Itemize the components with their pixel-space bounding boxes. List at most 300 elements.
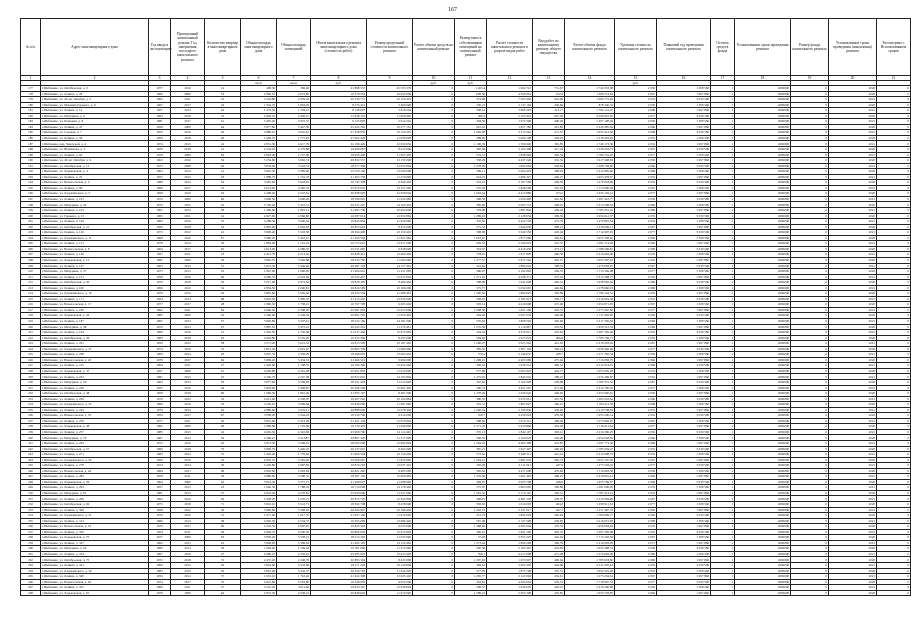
data-cell: 2 076 bbox=[615, 213, 657, 219]
data-cell: 1 816,11 bbox=[277, 208, 311, 214]
data-cell: 1 888,70 bbox=[241, 174, 277, 180]
data-cell: 0 bbox=[877, 563, 911, 569]
data-cell: 11 058 000 bbox=[367, 135, 413, 141]
data-cell: 0 bbox=[413, 346, 455, 352]
data-cell: 18 268 003 bbox=[311, 352, 367, 358]
data-cell: 1966 bbox=[149, 285, 171, 291]
address-cell: г.Шебекино, ул. Ленина, д. 89 bbox=[41, 185, 149, 191]
data-cell: 2 886,90 bbox=[241, 407, 277, 413]
data-cell: 18 505 008 bbox=[311, 441, 367, 447]
data-cell: 0 bbox=[413, 551, 455, 557]
data-cell: 1 769 626 bbox=[487, 141, 533, 147]
data-cell: 16 730 403 bbox=[311, 424, 367, 430]
address-cell: г.Шебекино, ул. Октябрьская, д. 39 bbox=[41, 335, 149, 341]
data-cell: 2 032 bbox=[615, 257, 657, 263]
data-cell: 444,96 bbox=[533, 563, 565, 569]
data-cell: 1975 bbox=[149, 269, 171, 275]
data-cell: 2021 bbox=[829, 529, 877, 535]
data-cell: 2000000 bbox=[735, 180, 791, 186]
data-cell: 0 bbox=[877, 285, 911, 291]
data-cell: 2010 bbox=[171, 191, 205, 197]
data-cell: 0 bbox=[877, 152, 911, 158]
address-cell: г.Шебекино, ул. Нежегольская, д. 2 bbox=[41, 180, 149, 186]
data-cell: 22 bbox=[205, 313, 241, 319]
data-cell: 398,47 bbox=[533, 374, 565, 380]
data-cell: 1 954 871,05 bbox=[565, 302, 615, 308]
data-cell: 5 426,22 bbox=[277, 446, 311, 452]
data-cell: 0 bbox=[791, 135, 829, 141]
data-cell: 1 940,30 bbox=[241, 485, 277, 491]
data-cell: 4 534,37 bbox=[277, 518, 311, 524]
data-cell: 29 bbox=[205, 563, 241, 569]
address-cell: г.Шебекино, ул. 40 лет Октября, д. 9 bbox=[41, 158, 149, 164]
row-number-cell: 190 bbox=[21, 158, 41, 164]
data-cell: 1 bbox=[711, 413, 735, 419]
data-cell: 11 076 000 bbox=[367, 590, 413, 596]
data-cell: 2012 bbox=[171, 341, 205, 347]
data-cell: 1 bbox=[711, 285, 735, 291]
data-cell: 0 bbox=[413, 108, 455, 114]
data-cell: 1 308 560 bbox=[657, 235, 711, 241]
data-cell: 3 824,60 bbox=[241, 563, 277, 569]
data-cell: 2 849,70 bbox=[241, 529, 277, 535]
data-cell: 0 bbox=[877, 180, 911, 186]
data-cell: 13 086 402 bbox=[367, 518, 413, 524]
data-cell: 4 291,48 bbox=[277, 368, 311, 374]
data-cell: 433,52 bbox=[533, 324, 565, 330]
data-cell: 3 813,30 bbox=[241, 441, 277, 447]
data-cell: 18 294 400 bbox=[311, 230, 367, 236]
data-cell: 2011 bbox=[171, 418, 205, 424]
data-cell: 1 308 560 bbox=[657, 502, 711, 508]
data-cell: 2000000 bbox=[735, 318, 791, 324]
data-cell: 400,58 bbox=[533, 252, 565, 258]
row-number-cell: 224 bbox=[21, 346, 41, 352]
data-cell: 60 bbox=[205, 135, 241, 141]
data-cell: 1 bbox=[711, 119, 735, 125]
data-cell: 0 bbox=[413, 196, 455, 202]
data-cell: 1 997 860 bbox=[657, 174, 711, 180]
address-cell: г.Шебекино, ул. Ленина, д. 250 bbox=[41, 418, 149, 424]
data-cell: 1954 bbox=[149, 529, 171, 535]
data-cell: 1 868 502 bbox=[487, 318, 533, 324]
row-number-cell: 198 bbox=[21, 202, 41, 208]
data-cell: 1 958 002,64 bbox=[565, 280, 615, 286]
data-cell: 0 bbox=[877, 363, 911, 369]
data-cell: 1 287 105,49 bbox=[565, 330, 615, 336]
data-cell: 5 071 542 bbox=[487, 257, 533, 263]
data-cell: 14 157 401 bbox=[367, 263, 413, 269]
data-cell: 28 bbox=[205, 302, 241, 308]
address-cell: г.Шебекино, пер. Заводской, д. 4 bbox=[41, 141, 149, 147]
data-cell: 0 bbox=[791, 141, 829, 147]
data-cell: 0 bbox=[791, 474, 829, 480]
data-cell: 1 784 211,78 bbox=[565, 402, 615, 408]
data-cell: 0 bbox=[413, 135, 455, 141]
data-cell: 10 186 402 bbox=[367, 507, 413, 513]
data-cell: 1966 bbox=[149, 518, 171, 524]
data-cell: 385,96 bbox=[455, 202, 487, 208]
data-cell: 4 270,81 bbox=[277, 490, 311, 496]
data-cell: 1 308 560 bbox=[657, 86, 711, 92]
data-cell: 2 077 bbox=[615, 385, 657, 391]
data-cell: 3 229,80 bbox=[241, 463, 277, 469]
data-cell: 1 273 204,61 bbox=[565, 574, 615, 580]
data-cell: 2018 bbox=[171, 224, 205, 230]
data-cell: 0 bbox=[413, 535, 455, 541]
data-cell: 14 bbox=[205, 169, 241, 175]
data-cell: 0 bbox=[791, 535, 829, 541]
table-body bbox=[21, 86, 911, 596]
column-number: 18 bbox=[735, 76, 791, 81]
data-cell: 2021 bbox=[829, 441, 877, 447]
data-cell: 2020 bbox=[829, 402, 877, 408]
data-cell: 5 011 017 bbox=[487, 507, 533, 513]
data-cell: 2 068 bbox=[615, 479, 657, 485]
data-cell: 574,8 bbox=[455, 535, 487, 541]
data-cell: 2 076 bbox=[615, 485, 657, 491]
data-cell: 598,37 bbox=[455, 585, 487, 591]
row-number-cell: 251 bbox=[21, 496, 41, 502]
data-cell: 2018 bbox=[171, 502, 205, 508]
address-cell: г.Шебекино, ул. Ленина, д. 60 bbox=[41, 152, 149, 158]
data-cell: 2020 bbox=[829, 346, 877, 352]
address-cell: г.Шебекино, ул. Ленина, д. 299 bbox=[41, 496, 149, 502]
data-cell: 9 658 000 bbox=[367, 246, 413, 252]
data-cell: 0 bbox=[413, 479, 455, 485]
data-cell: 1 997 860 bbox=[657, 141, 711, 147]
data-cell: 2018 bbox=[171, 280, 205, 286]
data-cell: 44 bbox=[205, 108, 241, 114]
data-cell: 25 939 006 bbox=[311, 490, 367, 496]
data-cell: 3 030 590 bbox=[657, 396, 711, 402]
data-cell: 0 bbox=[877, 163, 911, 169]
data-cell: 0 bbox=[413, 147, 455, 153]
data-cell: 0 bbox=[877, 219, 911, 225]
data-cell: 308,61 bbox=[455, 108, 487, 114]
data-cell: 2000000 bbox=[735, 252, 791, 258]
data-cell: 0 bbox=[877, 235, 911, 241]
data-cell: 597,48 bbox=[455, 518, 487, 524]
data-cell: 1 953 107,02 bbox=[565, 457, 615, 463]
data-cell: 0 bbox=[877, 252, 911, 258]
data-cell: 0 bbox=[877, 490, 911, 496]
data-cell: 352,41 bbox=[455, 180, 487, 186]
data-cell: 0 bbox=[791, 363, 829, 369]
data-cell: 363,81 bbox=[455, 579, 487, 585]
data-cell: 0 bbox=[877, 208, 911, 214]
data-cell: 1 278,49 bbox=[455, 391, 487, 397]
data-cell: 2016 bbox=[171, 274, 205, 280]
data-cell: 18 592 708 bbox=[311, 502, 367, 508]
data-cell: 4 419 430 bbox=[487, 246, 533, 252]
data-cell: 3 030 590 bbox=[657, 196, 711, 202]
data-cell: 2 030 bbox=[615, 585, 657, 591]
data-cell: 0 bbox=[791, 563, 829, 569]
data-cell: 21 924 308 bbox=[311, 574, 367, 580]
data-cell: 9 696 000 bbox=[367, 357, 413, 363]
data-cell: 1956 bbox=[149, 341, 171, 347]
data-cell: 2 066 bbox=[615, 124, 657, 130]
row-number-cell: 258 bbox=[21, 535, 41, 541]
data-cell: 1 997 860 bbox=[657, 291, 711, 297]
data-cell: 1 308 560 bbox=[657, 468, 711, 474]
data-cell: 2 616 004 bbox=[367, 108, 413, 114]
data-cell: 0 bbox=[413, 208, 455, 214]
data-cell: 3 030 590 bbox=[657, 429, 711, 435]
data-cell: 1 958,70 bbox=[241, 135, 277, 141]
data-cell: 0 bbox=[413, 352, 455, 358]
data-cell: 3 569,93 bbox=[277, 379, 311, 385]
data-cell: 1 298 702,60 bbox=[565, 163, 615, 169]
data-cell: 2021 bbox=[829, 230, 877, 236]
data-cell: 1978 bbox=[149, 357, 171, 363]
data-cell: 0 bbox=[877, 479, 911, 485]
data-cell: 11 680 000 bbox=[367, 346, 413, 352]
data-cell: 0 bbox=[877, 352, 911, 358]
data-cell: 1981 bbox=[149, 490, 171, 496]
address-cell: г.Шебекино, ул. Садовая, д. 7 bbox=[41, 130, 149, 136]
data-cell: 11 655 000 bbox=[367, 457, 413, 463]
data-cell: 2018 bbox=[171, 135, 205, 141]
data-cell: 1 308 560 bbox=[657, 135, 711, 141]
address-cell: г.Шебекино, ул. Ленина, д. 58 bbox=[41, 135, 149, 141]
row-number-cell: 260 bbox=[21, 546, 41, 552]
data-cell: 2013 bbox=[171, 435, 205, 441]
data-cell: 1 bbox=[711, 152, 735, 158]
data-cell: 0 bbox=[877, 330, 911, 336]
data-cell: 21 898 537 bbox=[311, 86, 367, 92]
data-cell: 394,25 bbox=[533, 135, 565, 141]
column-header: Вид работ по капитальному ремонту общего имущества bbox=[533, 19, 565, 76]
data-cell: 1 955 200,14 bbox=[565, 413, 615, 419]
data-cell: 1 308 560 bbox=[657, 535, 711, 541]
data-cell: 9 685 000 bbox=[367, 468, 413, 474]
data-cell: 1 bbox=[711, 313, 735, 319]
data-cell: 0 bbox=[877, 341, 911, 347]
data-cell: 0 bbox=[791, 318, 829, 324]
data-cell: 1 817,70 bbox=[277, 513, 311, 519]
data-cell: 1983 bbox=[149, 452, 171, 458]
data-cell: 385,35 bbox=[455, 346, 487, 352]
data-cell: 2021 bbox=[829, 163, 877, 169]
column-number: 6 bbox=[241, 76, 277, 81]
data-cell: 0 bbox=[791, 574, 829, 580]
data-cell: 3 021,53 bbox=[277, 341, 311, 347]
data-cell: 593,14 bbox=[455, 302, 487, 308]
data-cell: 56 bbox=[205, 257, 241, 263]
data-cell: 0 bbox=[877, 246, 911, 252]
data-cell: 0 bbox=[413, 429, 455, 435]
data-cell: 2020 bbox=[829, 291, 877, 297]
data-cell: 1 bbox=[711, 446, 735, 452]
address-cell: г.Шебекино, ул. Дзержинского, д. 59 bbox=[41, 568, 149, 574]
data-cell: 3 030 590 bbox=[657, 579, 711, 585]
column-header: Количество квартир в многоквартирном доме bbox=[205, 19, 241, 76]
data-cell: 471,28 bbox=[533, 551, 565, 557]
data-cell: 2000000 bbox=[735, 529, 791, 535]
data-cell: 10 654 000 bbox=[367, 91, 413, 97]
data-cell: 2020 bbox=[829, 335, 877, 341]
data-cell: 1 bbox=[711, 252, 735, 258]
data-cell: 5 436,40 bbox=[277, 263, 311, 269]
data-cell: 1 716 058,75 bbox=[565, 357, 615, 363]
data-cell: 55 bbox=[205, 219, 241, 225]
data-cell: 401,02 bbox=[533, 196, 565, 202]
data-cell: 18 596 010 bbox=[311, 196, 367, 202]
data-cell: 10 120 804 bbox=[367, 563, 413, 569]
data-cell: 2000000 bbox=[735, 152, 791, 158]
column-header: Размер фонда капитального ремонта bbox=[791, 19, 829, 76]
data-cell: 2020 bbox=[829, 269, 877, 275]
data-cell: 2000000 bbox=[735, 86, 791, 92]
data-cell: 0 bbox=[877, 269, 911, 275]
data-cell: 3 281,40 bbox=[241, 119, 277, 125]
data-cell: 0 bbox=[413, 241, 455, 247]
address-cell: г.Шебекино, ул. Нежегольская, д. 44 bbox=[41, 468, 149, 474]
column-number: 17 bbox=[711, 76, 735, 81]
data-cell: 2011 bbox=[171, 474, 205, 480]
data-cell: 2 067 bbox=[615, 418, 657, 424]
data-cell: 2010 bbox=[171, 235, 205, 241]
data-cell: 13 045 402 bbox=[367, 574, 413, 580]
data-cell: 1 788,45 bbox=[277, 485, 311, 491]
data-cell: 2021 bbox=[829, 330, 877, 336]
data-cell: 0 bbox=[791, 341, 829, 347]
row-number-cell: 178 bbox=[21, 91, 41, 97]
data-cell: 2000000 bbox=[735, 230, 791, 236]
address-cell: г.Шебекино, ул. Октябрьская, д. 48 bbox=[41, 391, 149, 397]
data-cell: 1 716,33 bbox=[277, 174, 311, 180]
data-cell: 2009 bbox=[171, 479, 205, 485]
data-cell: 1 713 549,08 bbox=[565, 269, 615, 275]
data-cell: 0 bbox=[791, 163, 829, 169]
data-cell: 1 bbox=[711, 196, 735, 202]
address-cell: г.Шебекино, ул. Ленина, д. 306 bbox=[41, 507, 149, 513]
data-cell: 4 403 209 bbox=[487, 357, 533, 363]
data-cell: 1 273 902,07 bbox=[565, 418, 615, 424]
data-cell: 8 402 000 bbox=[367, 446, 413, 452]
data-cell: 8 433 000 bbox=[367, 557, 413, 563]
data-cell: 2021 bbox=[829, 185, 877, 191]
data-cell: 26 888 009 bbox=[311, 407, 367, 413]
data-cell: 3 030 590 bbox=[657, 479, 711, 485]
data-cell: 475,04 bbox=[533, 357, 565, 363]
data-cell: 1985 bbox=[149, 313, 171, 319]
data-cell: 59 bbox=[205, 435, 241, 441]
page-number: 167 bbox=[448, 7, 457, 13]
row-number-cell: 255 bbox=[21, 518, 41, 524]
data-cell: 1 997 860 bbox=[657, 490, 711, 496]
data-cell: 2 210,61 bbox=[277, 191, 311, 197]
data-cell: 2017 bbox=[171, 468, 205, 474]
row-number-cell: 217 bbox=[21, 307, 41, 313]
row-number-cell: 194 bbox=[21, 180, 41, 186]
data-cell: 0 bbox=[413, 490, 455, 496]
data-cell: 45 bbox=[205, 202, 241, 208]
data-cell: 408,30 bbox=[241, 86, 277, 92]
data-cell: 1 bbox=[711, 318, 735, 324]
row-number-cell: 238 bbox=[21, 424, 41, 430]
address-cell: г.Шебекино, ул. Октябрьская, д. 12 bbox=[41, 163, 149, 169]
data-cell: 2021 bbox=[829, 507, 877, 513]
data-cell: 2016 bbox=[171, 330, 205, 336]
data-cell: 0 bbox=[413, 302, 455, 308]
data-cell: 2 076 bbox=[615, 174, 657, 180]
data-cell: 1 270,09 bbox=[455, 163, 487, 169]
data-cell: 2 211,87 bbox=[277, 435, 311, 441]
data-cell: 13 037 401 bbox=[367, 463, 413, 469]
data-cell: 1 644 036 bbox=[487, 224, 533, 230]
data-cell: 0 bbox=[791, 224, 829, 230]
data-cell: 1 bbox=[711, 463, 735, 469]
data-cell: 2 116 807 bbox=[487, 324, 533, 330]
data-cell: 3 271,40 bbox=[241, 341, 277, 347]
data-cell: 51 bbox=[205, 263, 241, 269]
data-cell: 0 bbox=[791, 374, 829, 380]
data-cell: 409,59 bbox=[533, 180, 565, 186]
data-cell: 13 071 000 bbox=[367, 241, 413, 247]
data-cell: 0 bbox=[877, 513, 911, 519]
data-cell: 308,58 bbox=[455, 196, 487, 202]
data-cell: 1967 bbox=[149, 102, 171, 108]
data-cell: 575,77 bbox=[455, 285, 487, 291]
data-cell: 878 340,53 bbox=[565, 102, 615, 108]
column-number: 14 bbox=[565, 76, 615, 81]
data-cell: 1955 bbox=[149, 174, 171, 180]
row-number-cell: 246 bbox=[21, 468, 41, 474]
data-cell: 12 675 804 bbox=[367, 330, 413, 336]
data-cell: 2 067 bbox=[615, 224, 657, 230]
data-cell: 0 bbox=[791, 269, 829, 275]
data-cell: 2 840,10 bbox=[241, 91, 277, 97]
address-cell: г.Шебекино, ул. Нежегольская, д. 35 bbox=[41, 413, 149, 419]
data-cell: 12 638 804 bbox=[367, 585, 413, 591]
row-number-cell: 231 bbox=[21, 385, 41, 391]
data-cell: 2 437,40 bbox=[241, 557, 277, 563]
data-cell: 396,21 bbox=[533, 402, 565, 408]
data-cell: 2017 bbox=[171, 302, 205, 308]
data-cell: 0 bbox=[413, 435, 455, 441]
data-cell: 0 bbox=[877, 291, 911, 297]
data-cell: 2000000 bbox=[735, 208, 791, 214]
data-cell: 1 636 005 bbox=[487, 585, 533, 591]
data-cell: 2 211 605,43 bbox=[565, 563, 615, 569]
unit-cell: руб. bbox=[615, 81, 657, 86]
address-cell: г.Шебекино, ул. Ленина, д. 257 bbox=[41, 429, 149, 435]
data-cell: 5 034 667 bbox=[487, 285, 533, 291]
data-cell: 4 947,80 bbox=[241, 579, 277, 585]
data-cell: 445,15 bbox=[533, 257, 565, 263]
data-cell: 1 997 860 bbox=[657, 540, 711, 546]
data-cell: 2016 bbox=[171, 158, 205, 164]
data-cell: 2015 bbox=[171, 202, 205, 208]
address-cell: г.Шебекино, ул. Нежегольская, д. 26 bbox=[41, 357, 149, 363]
data-cell: 1 997 860 bbox=[657, 224, 711, 230]
data-cell: 1 738,21 bbox=[277, 302, 311, 308]
data-cell: 2013 bbox=[171, 269, 205, 275]
data-cell: 2000000 bbox=[735, 91, 791, 97]
data-cell: 1 275 504,19 bbox=[565, 463, 615, 469]
data-cell: 2 216 306,25 bbox=[565, 429, 615, 435]
column-number: 5 bbox=[205, 76, 241, 81]
data-cell: 5 800,20 bbox=[241, 235, 277, 241]
column-header: Плановый год проведения капитального ремонта bbox=[657, 19, 711, 76]
data-cell: 1 656 420 bbox=[487, 196, 533, 202]
data-cell: 1 636 042 bbox=[487, 391, 533, 397]
data-cell: 2000000 bbox=[735, 363, 791, 369]
data-cell: 0 bbox=[413, 174, 455, 180]
